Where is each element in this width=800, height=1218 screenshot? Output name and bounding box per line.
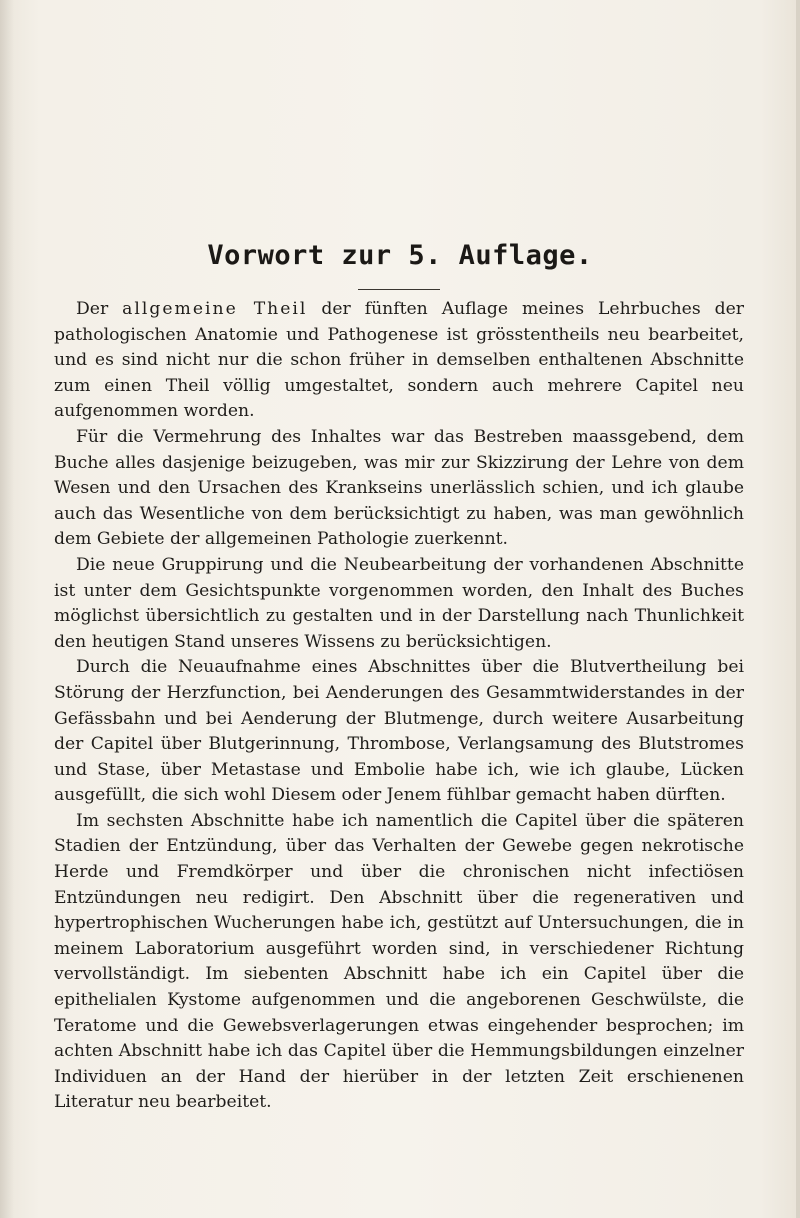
paragraph-1-lead: Der	[76, 299, 123, 319]
paragraph-1	[54, 297, 744, 425]
paragraph-4: Durch die Neuaufnahme eines Abschnittes über die Blutvertheilung bei Störung der Herzfunction, bei Aenderungen des Gesammtwiderstandes in der Gefässbahn und bei Aenderung der Blutmenge, durch weitere Ausarbeitung der Capitel über Blutgerinnung, Thrombose, Verlangsamung des Blutstromes und Stase, über Metastase und Embolie habe ich, wie ich glaube, Lücken ausgefüllt, die sich wohl Diesem oder Jenem fühlbar gemacht haben dürften.	[54, 657, 744, 806]
paragraph-1-text: der fünften Auflage meines Lehrbuches der pathologischen Anatomie und Pathogenese ist grösstentheils neu bearbeitet, und es sind nicht nur die schon früher in demselben enthaltenen Abschnitte zum einen Theil völlig umgestaltet, sondern auch mehrere Capitel neu aufgenommen worden.	[54, 299, 744, 422]
page-gutter-shadow	[0, 0, 14, 1218]
page-edge	[796, 0, 800, 1218]
paragraph-3: Die neue Gruppirung und die Neubearbeitung der vorhandenen Abschnitte ist unter dem Gesichtspunkte vorgenommen worden, den Inhalt des Buches möglichst übersichtlich zu gestalten und in der Darstellung nach Thunlichkeit den heutigen Stand unseres Wissens zu berücksichtigen.	[54, 554, 744, 652]
title-divider	[358, 289, 440, 290]
page-title: Vorwort zur 5. Auflage.	[207, 240, 593, 271]
paragraph-1-emphasis: allgemeine Theil	[122, 299, 308, 319]
paragraph-2: Für die Vermehrung des Inhaltes war das Bestreben maassgebend, dem Buche alles dasjenige beizugeben, was mir zur Skizzirung der Lehre von dem Wesen und den Ursachen des Krankseins unerlässlich schien, und ich glaube auch das Wesentliche von dem berücksichtigt zu haben, was man gewöhnlich dem Gebiete der allgemeinen Pathologie zuerkennt.	[54, 426, 744, 550]
paragraph-5: Im sechsten Abschnitte habe ich namentlich die Capitel über die späteren Stadien der Entzündung, über das Verhalten der Gewebe gegen nekrotische Herde und Fremdkörper und über die chronischen nicht infectiösen Entzündungen neu redigirt. Den Abschnitt über die regenerativen und hypertrophischen Wucherungen habe ich, gestützt auf Untersuchungen, die in meinem Laboratorium ausgeführt worden sind, in verschiedener Richtung vervollständigt. Im siebenten Abschnitt habe ich ein Capitel über die epithelialen Kystome aufgenommen und die angeborenen Geschwülste, die Teratome und die Gewebsverlagerungen etwas eingehender besprochen; im achten Abschnitt habe ich das Capitel über die Hemmungsbildungen einzelner Individuen an der Hand der hierüber in der letzten Zeit erschienenen Literatur neu bearbeitet.	[54, 810, 744, 1113]
preface-body	[54, 297, 744, 1116]
